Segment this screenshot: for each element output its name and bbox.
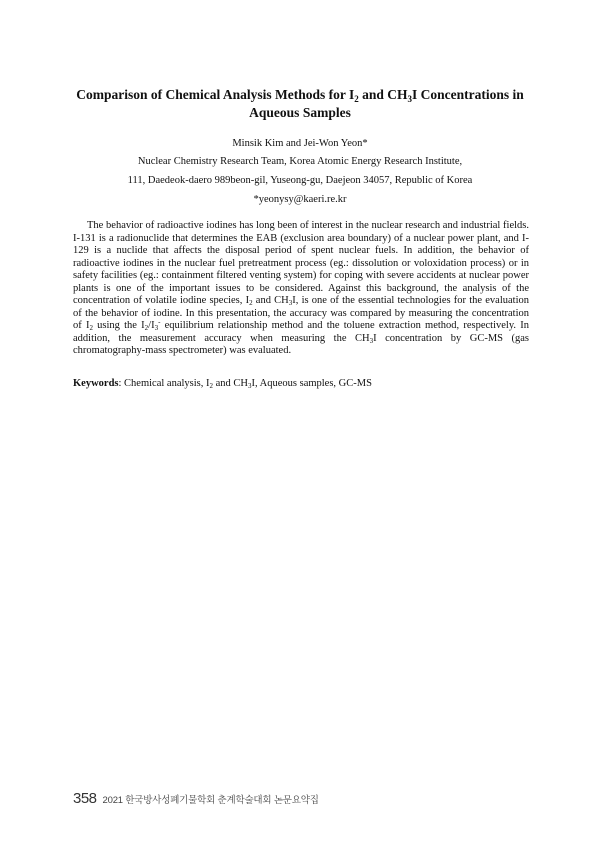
keywords-line: Keywords: Chemical analysis, $I_2$ and $CH_3I$, Aqueous samples, GC-MS [73,378,372,390]
author-email: *yeonysy@kaeri.re.kr [253,194,347,205]
page-number: 358 [73,790,97,807]
affiliation-line-2: 111, Daedeok-daero 989beon-gil, Yuseong-gu, Daejeon 34057, Republic of Korea [127,175,473,186]
keywords-label: Keywords [73,378,119,389]
abstract-paragraph: The behavior of radioactive iodines has long been of interest in the nuclear research and industrial fields. I-131 is a radionuclide that determines the EAB (exclusion area boundary) of a nuclear power plant, and I-129 is a nuclide that affects the disposal period of spent nuclear fuels. In addition, the behavior of radioactive iodines in the nuclear fuel pretreatment process (eg.: dissolution or voloxidation process) or in safety facilities (eg.: containment filtered venting system) for coping with severe accidents at nuclear power plants is one of the important issues to be considered. Against this background, the analysis of the concentration of volatile iodine species, $I_2$ and $CH_3I$, is one of the essential technologies for the evaluation of the behavior of iodine. In this presentation, the accuracy was compared by measuring the concentration of $I_2$ using the $I_2/I_3^-$ equilibrium relationship method and the toluene extraction method, respectively. In addition, the measurement accuracy when measuring the $CH_3I$ concentration by GC-MS (gas chromatography-mass spectrometer) was evaluated. [73,220,529,356]
paper-title: Comparison of Chemical Analysis Methods for $I_2$ and $CH_3I$ Concentrations in Aqueous Samples [76,87,524,120]
affiliation-line-1: Nuclear Chemistry Research Team, Korea Atomic Energy Research Institute, [137,156,463,167]
authors: Minsik Kim and Jei-Won Yeon* [232,138,368,149]
proceedings-title: 2021 한국방사성폐기물학회 춘계학술대회 논문요약집 [102,795,319,806]
page-footer [73,790,319,808]
